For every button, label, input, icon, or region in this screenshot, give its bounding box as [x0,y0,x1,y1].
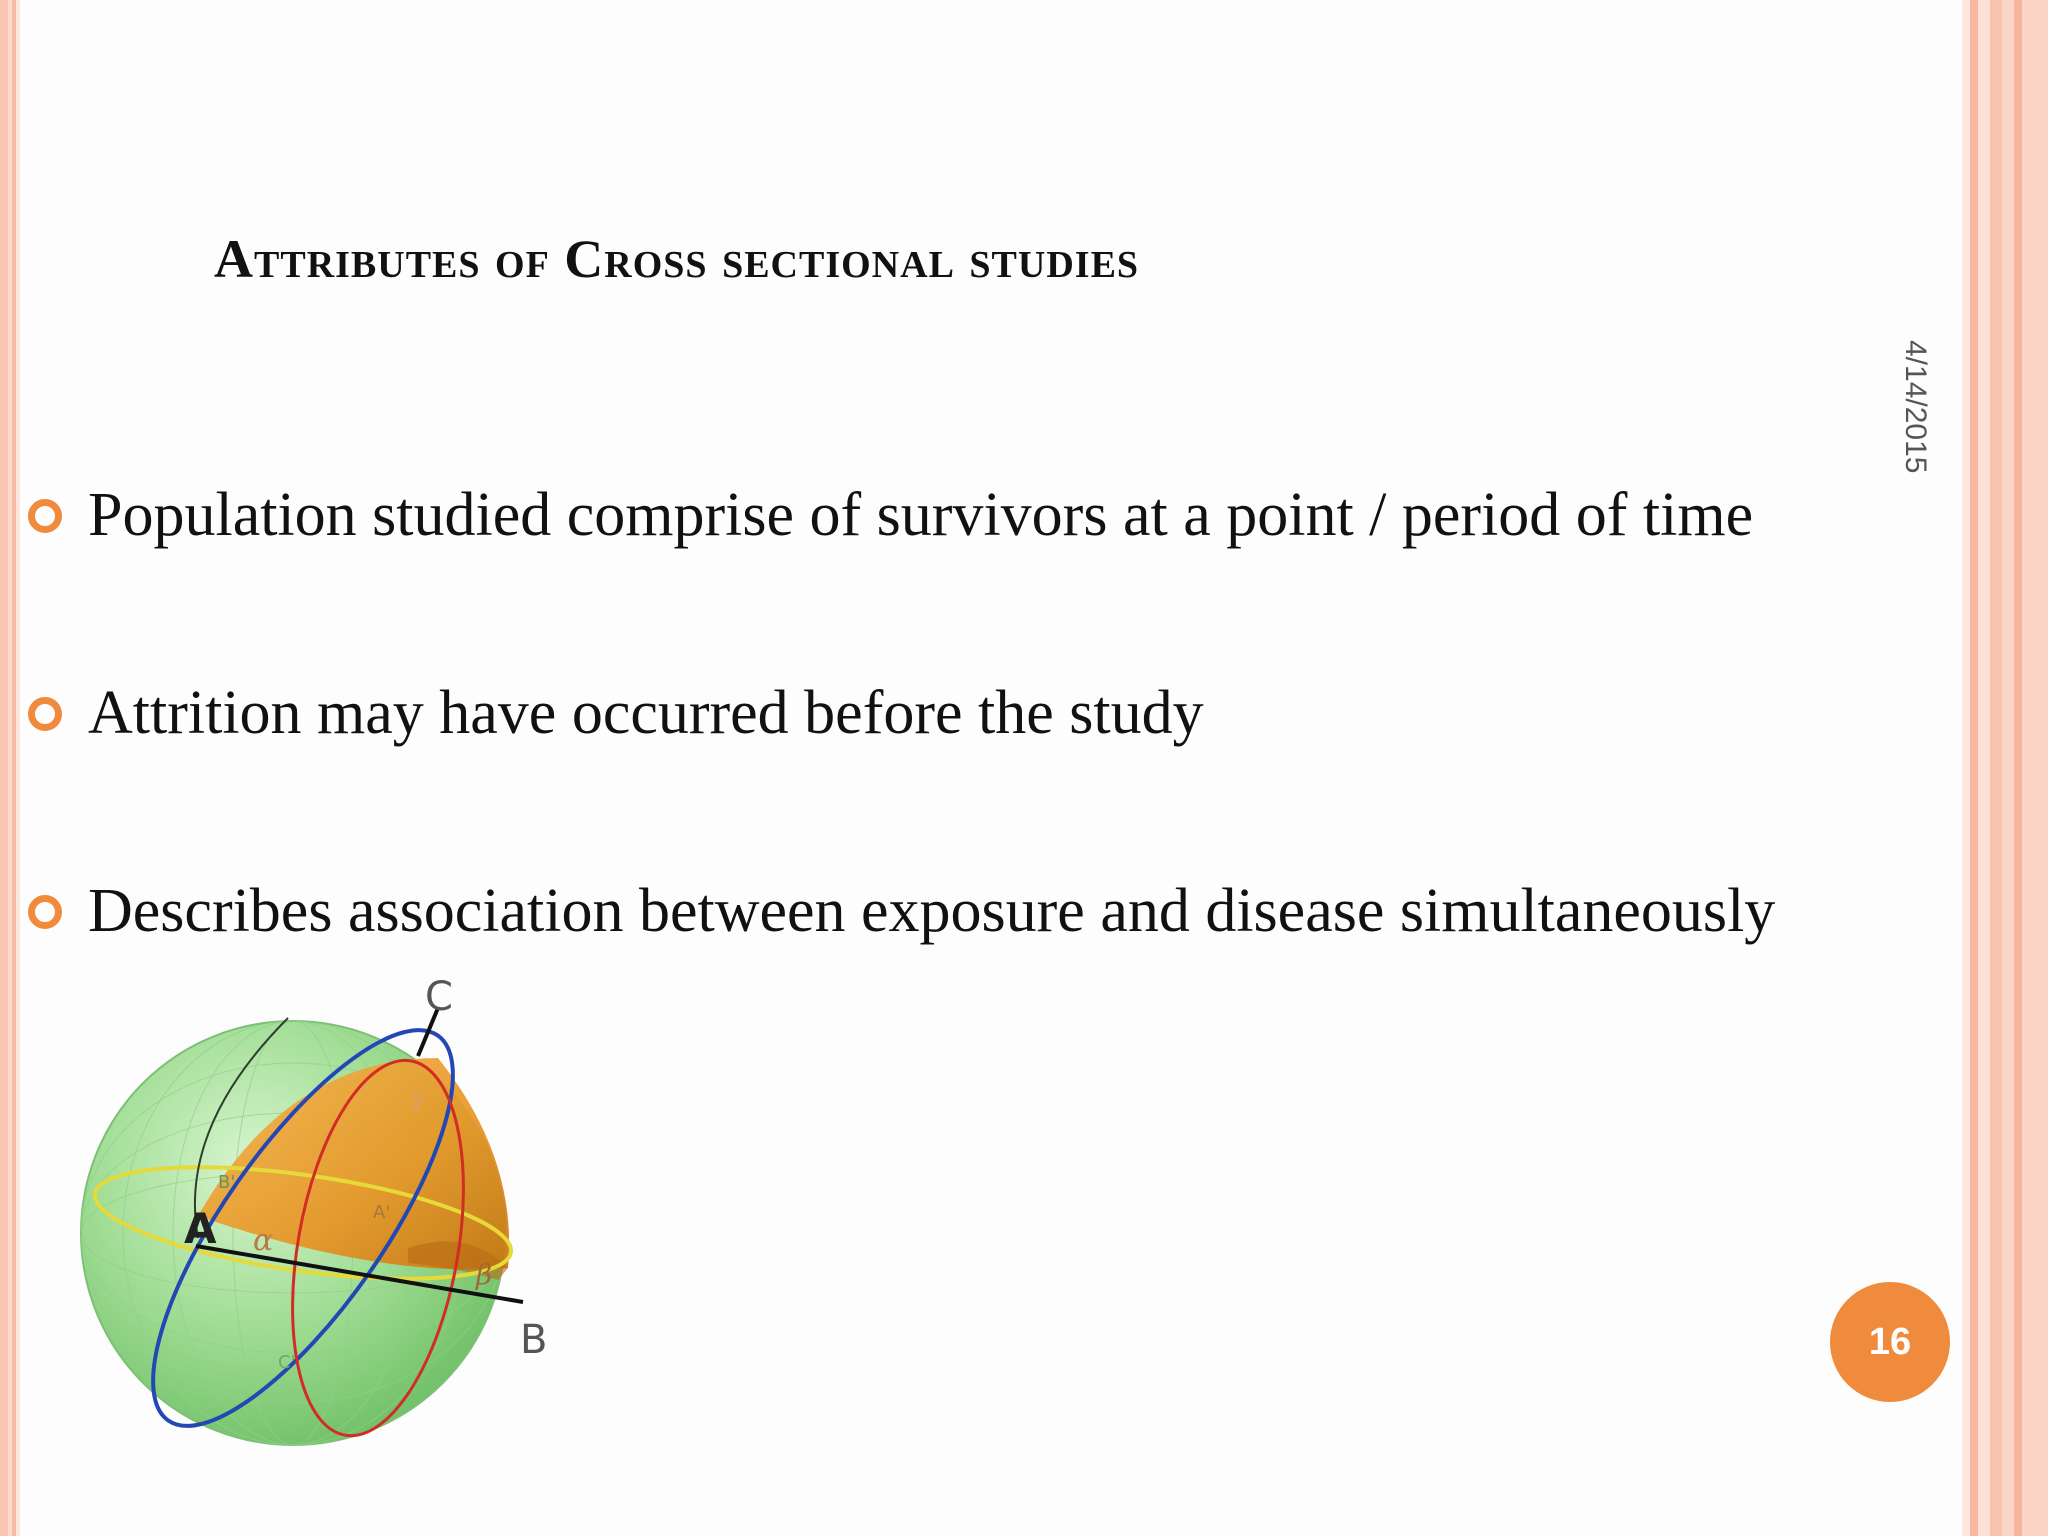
label-b-prime: B' [218,1172,236,1193]
bullet-text: Describes association between exposure and disease simultaneously [88,877,1776,945]
label-a-prime: A' [373,1202,391,1223]
ring-bullet-icon [28,895,62,929]
label-a: A [184,1204,217,1253]
sphere-icon [78,978,578,1478]
bullet-text: Population studied comprise of survivors at a point / period of time [88,481,1754,549]
label-c: C [425,978,453,1020]
slide-date: 4/14/2015 [1899,340,1932,474]
bullet-item [28,480,1753,551]
page-number-badge: 16 [1830,1282,1950,1402]
ring-bullet-icon [28,697,62,731]
bullet-item [28,678,1204,749]
label-c-prime: C' [278,1352,296,1373]
label-beta: β [476,1258,493,1291]
left-border-decoration [0,0,20,1536]
bullet-item [28,876,1775,947]
slide-title: Attributes of Cross sectional studies [214,229,1140,289]
ring-bullet-icon [28,499,62,533]
spherical-triangle-figure [78,978,578,1478]
label-b: B [520,1317,548,1363]
label-alpha: α [253,1223,274,1258]
right-border-decoration [1962,0,2048,1536]
label-gamma: γ [410,1084,425,1112]
bullet-text: Attrition may have occurred before the study [88,679,1204,747]
